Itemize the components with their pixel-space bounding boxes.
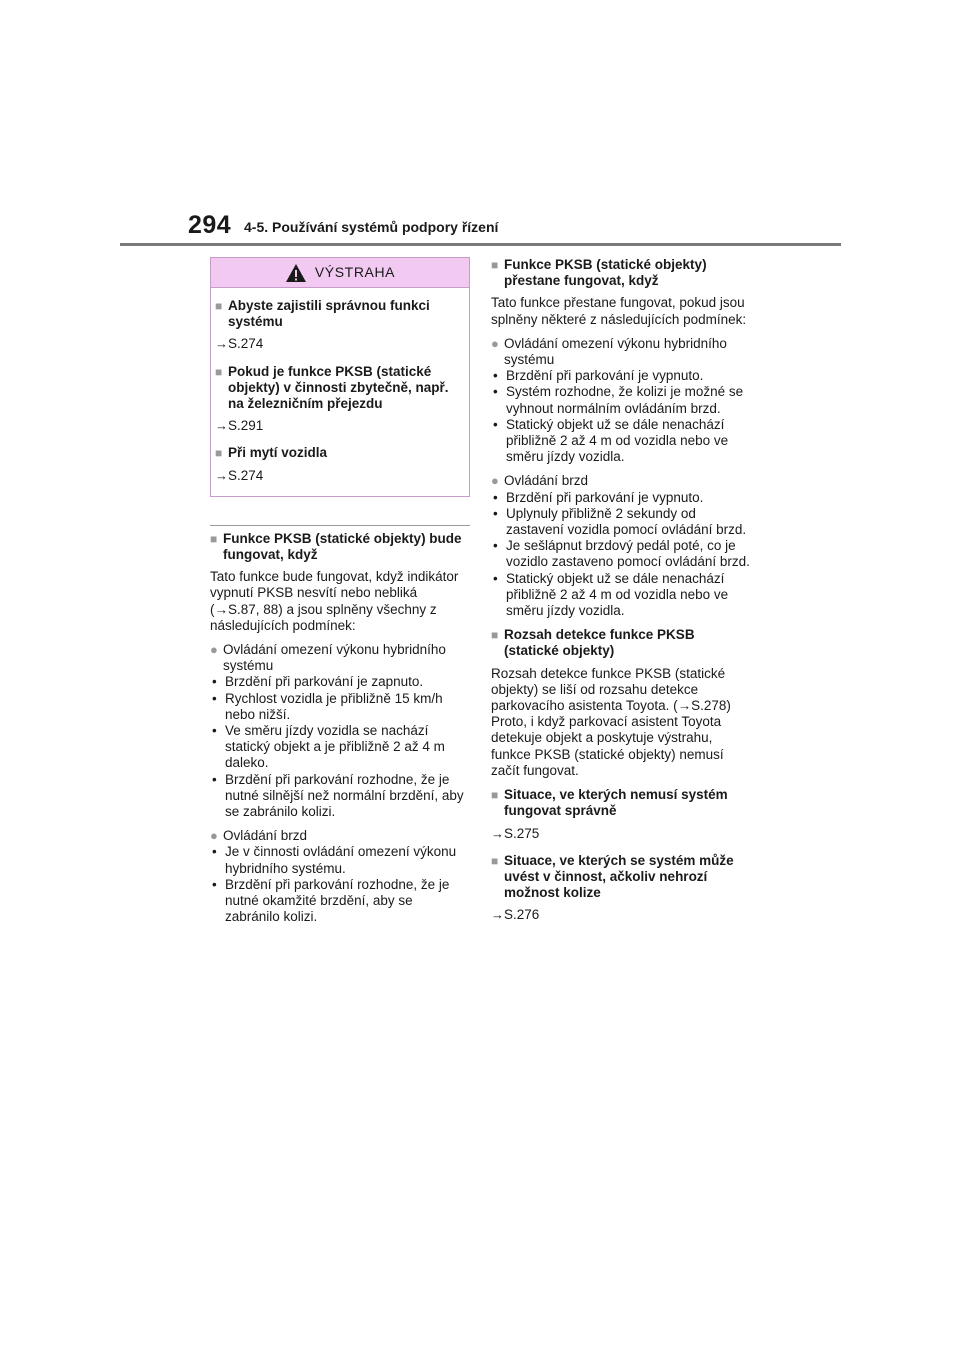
square-bullet-icon: ■: [491, 258, 499, 272]
left-column: [210, 257, 470, 934]
bullet-list: [491, 490, 753, 620]
section-heading: ■ Situace, ve kterých se systém může uvést v činnost, ačkoliv nehrozí možnost kolize: [491, 852, 734, 901]
bullet-list: [491, 368, 753, 465]
header-divider: [120, 243, 841, 246]
square-bullet-icon: ■: [215, 299, 223, 313]
bullet-list: [210, 844, 470, 925]
section-heading: ■ Funkce PKSB (statické objekty) bude fungovat, když: [210, 530, 462, 563]
section-heading: ■ Rozsah detekce funkce PKSB (statické objekty): [491, 627, 695, 659]
condition-group-title: ● Ovládání brzd: [491, 473, 589, 489]
list-item: • Brzdění při parkování je vypnuto.: [493, 489, 704, 505]
chapter-title: 4-5. Používání systémů podpory řízení: [244, 219, 499, 235]
section-intro: Tato funkce přestane fungovat, pokud jsou splněny některé z následujících podmínek:: [491, 295, 747, 327]
circle-bullet-icon: ●: [210, 828, 218, 844]
circle-bullet-icon: ●: [491, 335, 499, 351]
warning-header: [211, 258, 469, 288]
square-bullet-icon: ■: [491, 628, 499, 643]
page-reference[interactable]: →S.276: [491, 907, 540, 923]
arrow-right-icon: →: [491, 825, 504, 841]
section-heading: ■ Situace, ve kterých nemusí systém fungovat správně: [491, 787, 728, 819]
warning-triangle-icon: [285, 263, 307, 283]
square-bullet-icon: ■: [210, 531, 218, 546]
section-paragraph: Rozsah detekce funkce PKSB (statické objekty) se liší od rozsahu detekce parkovacího asistenta Toyota. (→S.278) Proto, i když parkovací asistent Toyota detekuje objekt a poskytuje výstrahu, funkce PKSB (statické objekty) nemusí začít fungovat.: [491, 665, 731, 778]
bullet-list: [210, 674, 470, 820]
circle-bullet-icon: ●: [210, 642, 218, 658]
list-item: • Brzdění při parkování je zapnuto.: [212, 674, 424, 690]
list-item: • Brzdění při parkování rozhodne, že je nutné silnější než normální brzdění, aby se zabránilo kolizi.: [212, 771, 464, 820]
list-item: • Je sešlápnut brzdový pedál poté, co je vozidlo zastaveno pomocí ovládání brzd.: [493, 538, 750, 570]
warning-box: [210, 257, 470, 497]
square-bullet-icon: ■: [491, 788, 499, 803]
warning-body: [211, 288, 469, 496]
square-bullet-icon: ■: [215, 446, 223, 461]
warning-item-heading: ■ Při mytí vozidla: [215, 445, 328, 461]
list-item: • Systém rozhodne, že kolizi je možné se vyhnout normálním ovládáním brzd.: [493, 384, 744, 416]
list-item: • Statický objekt už se dále nenachází přibližně 2 až 4 m od vozidla nebo ve směru jízdy vozidla.: [493, 416, 729, 465]
section-heading: ■ Funkce PKSB (statické objekty) přestane fungovat, když: [491, 257, 707, 289]
right-column: [491, 257, 753, 935]
warning-title: VÝSTRAHA: [314, 264, 396, 281]
list-item: • Statický objekt už se dále nenachází přibližně 2 až 4 m od vozidla nebo ve směru jízdy vozidla.: [493, 570, 729, 619]
warning-item-heading: ■ Pokud je funkce PKSB (statické objekty) v činnosti zbytečně, např. na železničním přejezdu: [215, 363, 449, 412]
list-item: • Uplynuly přibližně 2 sekundy od zastavení vozidla pomocí ovládání brzd.: [493, 505, 747, 538]
list-item: • Rychlost vozidla je přibližně 15 km/h nebo nižší.: [212, 690, 443, 722]
square-bullet-icon: ■: [491, 853, 499, 868]
section-divider: [210, 525, 470, 526]
arrow-right-icon: →: [491, 907, 504, 923]
list-item: • Brzdění při parkování rozhodne, že je nutné okamžité brzdění, aby se zabránilo kolizi.: [212, 876, 450, 925]
list-item: • Je v činnosti ovládání omezení výkonu hybridního systému.: [212, 844, 457, 876]
page-reference[interactable]: →S.274: [215, 467, 264, 483]
section-intro: Tato funkce bude fungovat, když indikátor vypnutí PKSB nesvítí nebo nebliká (→S.87, 88) a jsou splněny všechny z následujících podmínek:: [210, 569, 459, 633]
page-reference[interactable]: →S.291: [215, 418, 264, 434]
arrow-right-icon: →: [215, 467, 228, 483]
condition-group-title: ● Ovládání brzd: [210, 828, 308, 844]
condition-group-title: ● Ovládání omezení výkonu hybridního systému: [210, 642, 446, 674]
warning-item-heading: ■ Abyste zajistili správnou funkci systému: [215, 298, 430, 330]
list-item: • Brzdění při parkování je vypnuto.: [493, 368, 704, 384]
arrow-right-icon: →: [215, 418, 228, 434]
page-reference[interactable]: →S.275: [491, 825, 540, 841]
list-item: • Ve směru jízdy vozidla se nachází statický objekt a je přibližně 2 až 4 m daleko.: [212, 723, 445, 771]
page-reference[interactable]: →S.274: [215, 336, 264, 352]
condition-group-title: ● Ovládání omezení výkonu hybridního systému: [491, 335, 727, 368]
page-number: 294: [188, 211, 232, 239]
circle-bullet-icon: ●: [491, 473, 499, 489]
arrow-right-icon: →: [215, 336, 228, 352]
square-bullet-icon: ■: [215, 364, 223, 379]
